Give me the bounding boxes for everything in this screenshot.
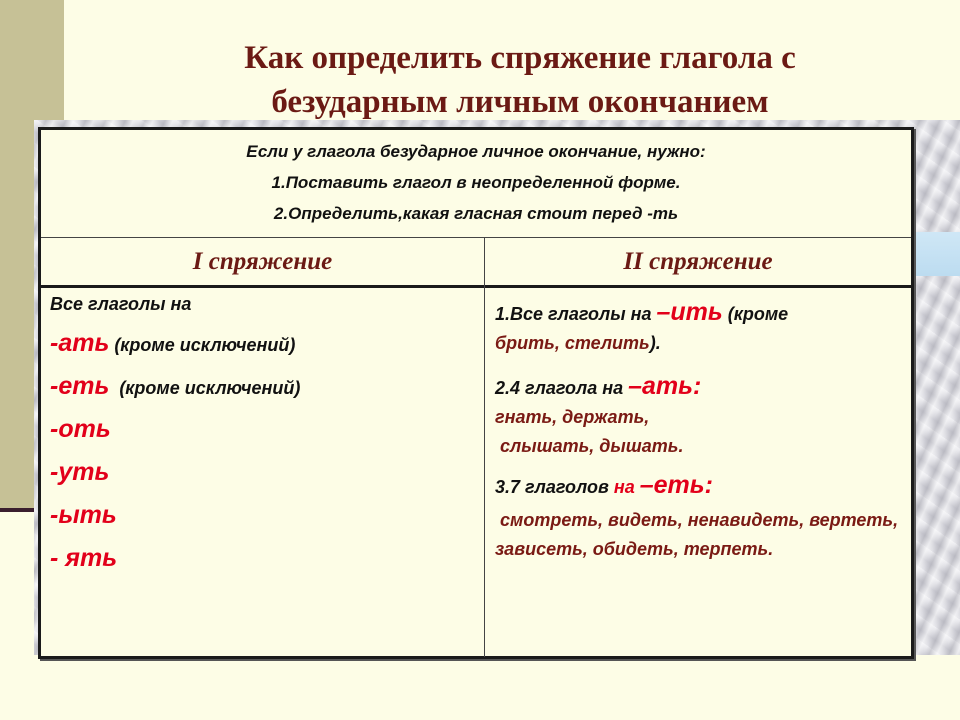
- header-line-2: 1.Поставить глагол в неопределенной форме.: [271, 173, 681, 192]
- suffix: -оть: [50, 415, 111, 443]
- rule-2-words-2: слышать, дышать.: [495, 436, 684, 456]
- rule-1-open: (кроме: [722, 304, 789, 324]
- suffix: - ять: [50, 544, 118, 572]
- first-intro: Все глаголы на: [50, 294, 192, 314]
- rule-2-words-1: гнать, держать,: [495, 407, 650, 427]
- suffix-note: (кроме исключений): [109, 335, 296, 355]
- suffix: -еть: [50, 372, 110, 400]
- header-line-1: Если у глагола безударное личное окончание, нужно:: [246, 142, 706, 161]
- table-subheader-row: [41, 237, 911, 288]
- suffix: -уть: [50, 458, 110, 486]
- rule-3-suffix: –еть:: [639, 471, 713, 499]
- slide-title-line-1: Как определить спряжение глагола с: [244, 40, 796, 76]
- rule-2-suffix: –ать:: [628, 372, 702, 400]
- rule-1-close: ).: [649, 333, 661, 353]
- header-line-3: 2.Определить,какая гласная стоит перед -ть: [273, 204, 679, 223]
- first-conjugation-cell: [50, 288, 475, 573]
- rule-1-prefix: 1.Все глаголы на: [495, 304, 657, 324]
- suffix-row: [50, 501, 475, 530]
- column-header-second: II спряжение: [623, 248, 773, 275]
- rule-2-prefix: 2.4 глагола на: [495, 378, 629, 398]
- rule-3: [495, 471, 909, 502]
- suffix-row: [50, 329, 475, 358]
- rule-3-na: на: [613, 477, 640, 497]
- rule-1-suffix: –ить: [656, 298, 723, 326]
- rule-1: [495, 298, 909, 358]
- suffix-row: [50, 458, 475, 487]
- suffix-row: [50, 415, 475, 444]
- suffix-row: [50, 544, 475, 573]
- conjugation-table: [38, 127, 914, 659]
- rule-3-words: смотреть, видеть, ненавидеть, вертеть, зависеть, обидеть, терпеть.: [495, 510, 904, 559]
- table-header-row: [41, 130, 911, 238]
- slide-title-line-2: безударным личным окончанием: [271, 84, 769, 120]
- rule-3-prefix: 3.7 глаголов: [495, 477, 614, 497]
- suffix-note: (кроме исключений): [109, 378, 301, 398]
- second-conjugation-cell: [495, 288, 909, 564]
- suffix: -ыть: [50, 501, 117, 529]
- rule-2: [495, 372, 909, 461]
- marble-accent: [916, 232, 960, 276]
- column-header-first: I спряжение: [192, 248, 333, 275]
- slide-title: [150, 36, 890, 124]
- suffix-row: [50, 372, 475, 401]
- suffix: -ать: [50, 329, 110, 357]
- column-divider: [484, 237, 485, 657]
- rule-1-exceptions: брить, стелить: [495, 333, 650, 353]
